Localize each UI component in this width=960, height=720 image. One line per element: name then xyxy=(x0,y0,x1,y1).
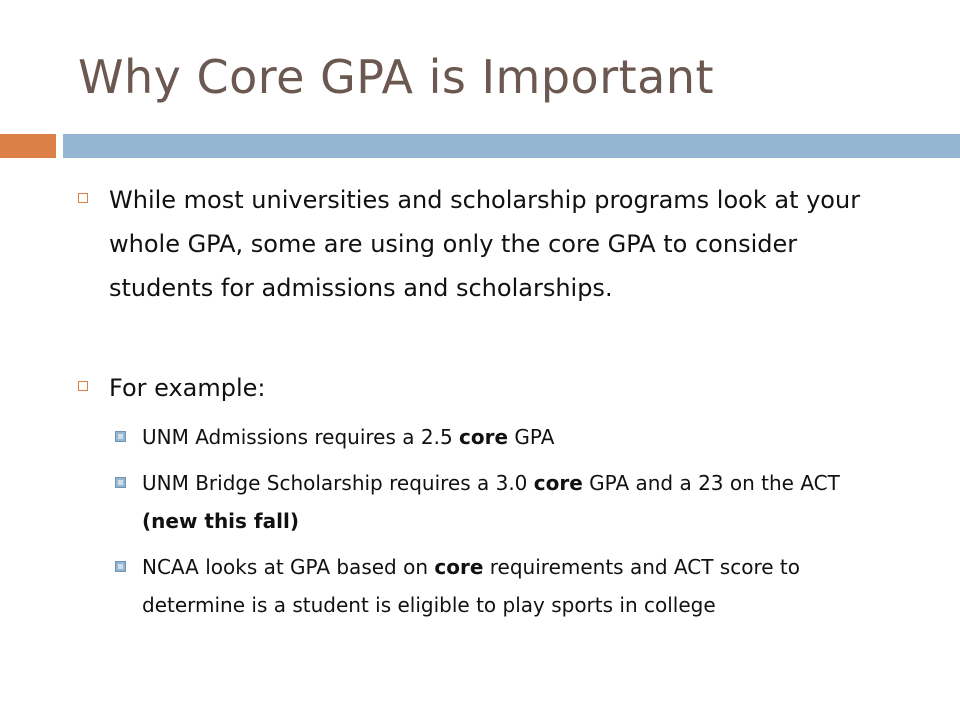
slide-title: Why Core GPA is Important xyxy=(78,50,715,104)
filled-square-bullet-icon xyxy=(115,561,126,572)
bullet-text: For example: xyxy=(109,374,266,402)
sub-bullet-text: NCAA looks at GPA based on core requirements and ACT score to determine is a student is eligible to play sports in college xyxy=(142,555,800,617)
sub-bullet-text: UNM Bridge Scholarship requires a 3.0 core GPA and a 23 on the ACT (new this fall) xyxy=(142,471,840,533)
hollow-square-bullet-icon xyxy=(78,193,88,203)
sub-bullet-ncaa xyxy=(115,548,895,624)
filled-square-bullet-icon xyxy=(115,477,126,488)
sub-bullet-text: UNM Admissions requires a 2.5 core GPA xyxy=(142,425,555,449)
bullet-item-for-example xyxy=(78,366,908,410)
title-underline-orange xyxy=(0,134,56,158)
filled-square-bullet-icon xyxy=(115,431,126,442)
sub-bullet-unm-admissions xyxy=(115,418,895,456)
hollow-square-bullet-icon xyxy=(78,381,88,391)
bullet-text: While most universities and scholarship programs look at your whole GPA, some are using only the core GPA to consider students for admissions and scholarships. xyxy=(109,186,861,302)
title-underline-blue xyxy=(63,134,960,158)
bullet-item-core-gpa-usage xyxy=(78,178,908,310)
sub-bullet-unm-bridge xyxy=(115,464,895,540)
